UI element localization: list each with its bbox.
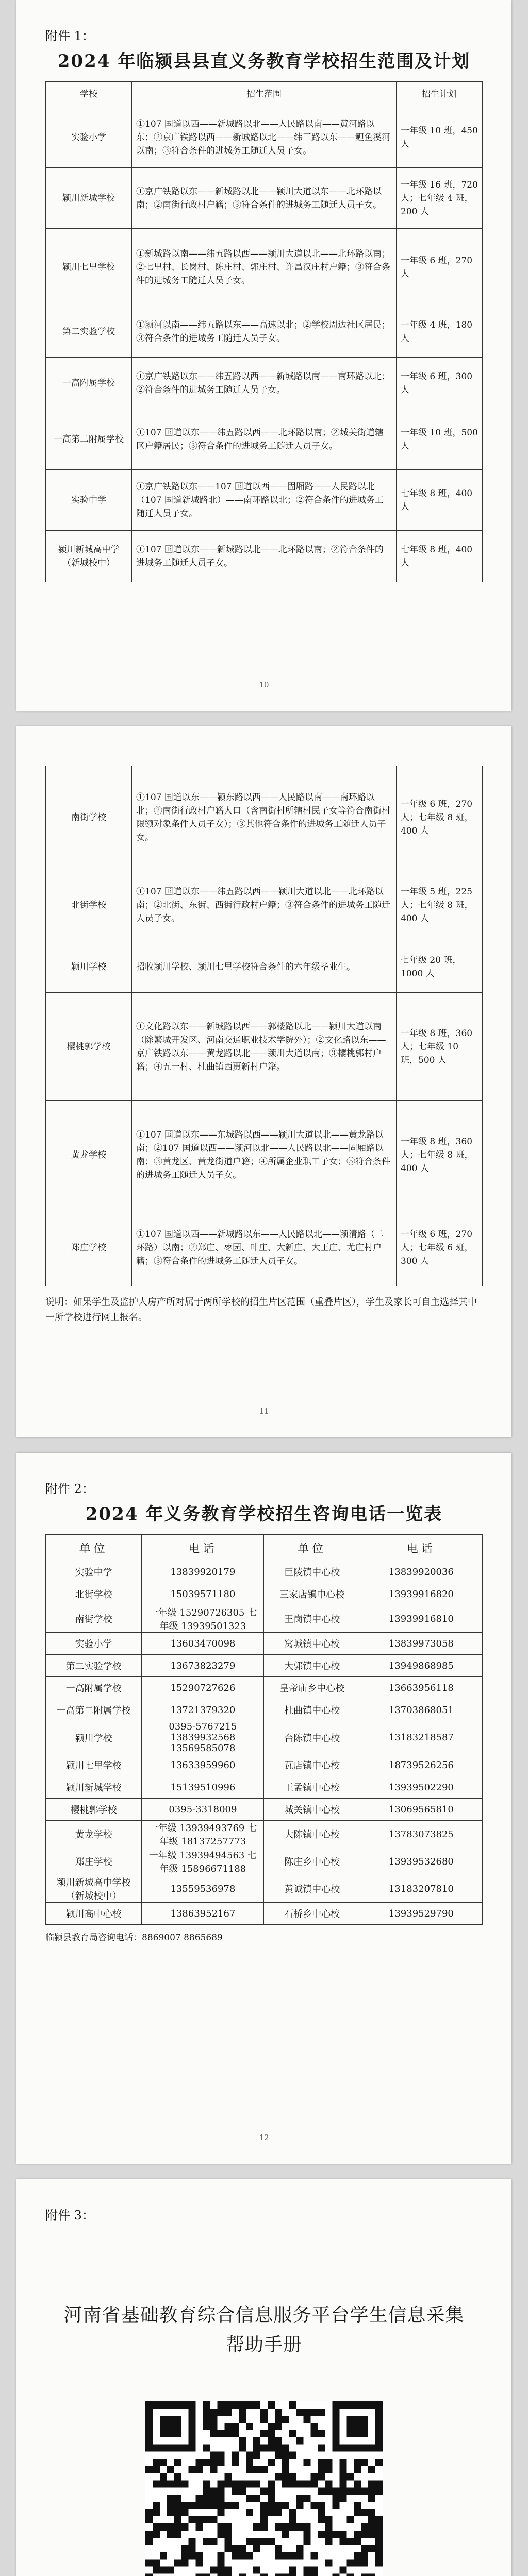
school-name: 实验小学 bbox=[46, 107, 132, 168]
phone-number: 13939502290 bbox=[360, 1776, 482, 1799]
table-row bbox=[46, 1209, 483, 1286]
school-name: 实验中学 bbox=[46, 470, 132, 531]
enrollment-range: ①107 国道以东——新城路以北——北环路以南；②符合条件的进城务工随迁人员子女。 bbox=[132, 531, 397, 582]
table-row bbox=[46, 531, 483, 582]
school-name: 颍川七里学校 bbox=[46, 229, 132, 306]
enrollment-range: ①107 国道以西——新城路以东——人民路以北——颍清路（二环路）以南；②郑庄、枣园、叶庄、大新庄、大王庄、尤庄村户籍；③符合条件的进城务工随迁人员子女。 bbox=[132, 1209, 397, 1286]
phone-number: 一年级 15290726305 七年级 13939501323 bbox=[142, 1605, 264, 1633]
unit-name: 杜曲镇中心校 bbox=[264, 1699, 360, 1721]
unit-name: 一高第二附属学校 bbox=[46, 1699, 142, 1721]
enrollment-plan: 七年级 20 班，1000 人 bbox=[397, 941, 483, 993]
unit-name: 黄龙学校 bbox=[46, 1821, 142, 1848]
enrollment-plan: 一年级 16 班，720 人；七年级 4 班，200 人 bbox=[397, 168, 483, 229]
enrollment-table bbox=[45, 81, 483, 582]
unit-name: 大陈镇中心校 bbox=[264, 1821, 360, 1848]
phone-number: 13703868051 bbox=[360, 1699, 482, 1721]
table-row bbox=[46, 470, 483, 531]
table-row bbox=[46, 1848, 483, 1875]
enrollment-plan: 七年级 8 班，400 人 bbox=[397, 470, 483, 531]
unit-name: 一高附属学校 bbox=[46, 1677, 142, 1699]
unit-name: 颍川七里学校 bbox=[46, 1754, 142, 1776]
annex-label: 附件 3： bbox=[45, 2208, 94, 2223]
table-row bbox=[46, 229, 483, 306]
table-row bbox=[46, 107, 483, 168]
table-row bbox=[46, 1677, 483, 1699]
table-row bbox=[46, 941, 483, 993]
enrollment-plan: 七年级 8 班，400 人 bbox=[397, 531, 483, 582]
bureau-phone: 临颍县教育局咨询电话：8869007 8865689 bbox=[45, 1933, 223, 1943]
table-row bbox=[46, 1776, 483, 1799]
unit-name: 北街学校 bbox=[46, 1583, 142, 1605]
footnote: 说明：如果学生及监护人房产所对属于两所学校的招生片区范围（重叠片区），学生及家长可自主选择其中一所学校进行网上报名。 bbox=[45, 1297, 477, 1323]
phone-number: 13559536978 bbox=[142, 1875, 264, 1903]
enrollment-range: ①107 国道以东——纬五路以西——颍川大道以北——北环路以南；②北街、东街、西街行政村户籍；③符合条件的进城务工随迁人员子女。 bbox=[132, 869, 397, 941]
phone-number: 13663956118 bbox=[360, 1677, 482, 1699]
phone-table-body bbox=[46, 1561, 483, 1925]
column-header-phone: 电话 bbox=[142, 1535, 264, 1561]
unit-name: 巨陵镇中心校 bbox=[264, 1561, 360, 1583]
enrollment-plan: 一年级 6 班，300 人 bbox=[397, 358, 483, 409]
enrollment-plan: 一年级 4 班，180 人 bbox=[397, 306, 483, 358]
school-name: 北街学校 bbox=[46, 869, 132, 941]
phone-number: 18739526256 bbox=[360, 1754, 482, 1776]
table-row bbox=[46, 869, 483, 941]
phone-number: 0395-5767215 13839932568 13569585078 bbox=[142, 1721, 264, 1754]
school-name: 樱桃郭学校 bbox=[46, 993, 132, 1101]
enrollment-range: 招收颍川学校、颍川七里学校符合条件的六年级毕业生。 bbox=[132, 941, 397, 993]
phone-number: 13939532680 bbox=[360, 1848, 482, 1875]
unit-name: 颍川新城高中学校（新城校中） bbox=[46, 1875, 142, 1903]
phone-number: 13633959960 bbox=[142, 1754, 264, 1776]
enrollment-plan: 一年级 5 班，225 人；七年级 8 班，400 人 bbox=[397, 869, 483, 941]
annex-label: 附件 2： bbox=[45, 1482, 94, 1496]
unit-name: 南街学校 bbox=[46, 1605, 142, 1633]
table-row bbox=[46, 766, 483, 869]
phone-number: 13721379320 bbox=[142, 1699, 264, 1721]
enrollment-table-continued bbox=[45, 766, 483, 1286]
phone-number: 一年级 13939494563 七年级 15896671188 bbox=[142, 1848, 264, 1875]
column-header-phone: 电话 bbox=[360, 1535, 482, 1561]
qr-code-image bbox=[145, 2401, 383, 2576]
column-header-unit: 单位 bbox=[46, 1535, 142, 1561]
phone-number: 13939529790 bbox=[360, 1903, 482, 1925]
unit-name: 颍川新城学校 bbox=[46, 1776, 142, 1799]
qr-code[interactable] bbox=[145, 2401, 383, 2576]
unit-name: 实验小学 bbox=[46, 1633, 142, 1655]
school-name: 第二实验学校 bbox=[46, 306, 132, 358]
phone-number: 15139510996 bbox=[142, 1776, 264, 1799]
annex-label: 附件 1： bbox=[45, 29, 94, 43]
table-row bbox=[46, 1583, 483, 1605]
table-row bbox=[46, 1799, 483, 1821]
column-header-plan: 招生计划 bbox=[397, 82, 483, 107]
unit-name: 陈庄乡中心校 bbox=[264, 1848, 360, 1875]
unit-name: 大郭镇中心校 bbox=[264, 1655, 360, 1677]
phone-number: 13949868985 bbox=[360, 1655, 482, 1677]
unit-name: 王孟镇中心校 bbox=[264, 1776, 360, 1799]
enrollment-range: ①107 国道以东——纬五路以西——北环路以南；②城关街道辖区户籍居民；③符合条件的进城务工随迁人员子女。 bbox=[132, 409, 397, 470]
school-name: 一高附属学校 bbox=[46, 358, 132, 409]
phone-number: 13603470098 bbox=[142, 1633, 264, 1655]
table-row bbox=[46, 1875, 483, 1903]
page-number: 12 bbox=[259, 2133, 269, 2142]
column-header-unit: 单位 bbox=[264, 1535, 360, 1561]
school-name: 一高第二附属学校 bbox=[46, 409, 132, 470]
table-row bbox=[46, 1561, 483, 1583]
phone-table bbox=[45, 1534, 483, 1925]
unit-name: 颍川学校 bbox=[46, 1721, 142, 1754]
document-page-1 bbox=[16, 0, 512, 711]
enrollment-range: ①107 国道以西——新城路以北——人民路以南——黄河路以东；②京广铁路以西——新城路以北——纬三路以东——鲤鱼溪河以南；③符合条件的进城务工随迁人员子女。 bbox=[132, 107, 397, 168]
table-row bbox=[46, 409, 483, 470]
document-page-3 bbox=[16, 1453, 512, 2164]
enrollment-plan: 一年级 8 班，360 人；七年级 10 班，500 人 bbox=[397, 993, 483, 1101]
unit-name: 瓦店镇中心校 bbox=[264, 1754, 360, 1776]
table-row bbox=[46, 1754, 483, 1776]
unit-name: 第二实验学校 bbox=[46, 1655, 142, 1677]
unit-name: 三家店镇中心校 bbox=[264, 1583, 360, 1605]
unit-name: 樱桃郭学校 bbox=[46, 1799, 142, 1821]
school-name: 颍川新城高中学（新城校中） bbox=[46, 531, 132, 582]
phone-number: 13863952167 bbox=[142, 1903, 264, 1925]
table-row bbox=[46, 1821, 483, 1848]
table-row bbox=[46, 168, 483, 229]
enrollment-plan: 一年级 6 班，270 人；七年级 6 班，300 人 bbox=[397, 1209, 483, 1286]
enrollment-range: ①颍河以南——纬五路以东——高速以北；②学校周边社区居民；③符合条件的进城务工随迁人员子女。 bbox=[132, 306, 397, 358]
page-title: 2024 年义务教育学校招生咨询电话一览表 bbox=[85, 1504, 443, 1524]
table-row bbox=[46, 1633, 483, 1655]
enrollment-plan: 一年级 6 班，270 人 bbox=[397, 229, 483, 306]
guide-title-line: 帮助手册 bbox=[225, 2334, 302, 2355]
table-header-row bbox=[46, 1535, 483, 1561]
column-header-school: 学校 bbox=[46, 82, 132, 107]
document-page-4 bbox=[16, 2179, 512, 2576]
enrollment-plan: 一年级 8 班，360 人；七年级 8 班，400 人 bbox=[397, 1101, 483, 1209]
guide-title-line: 河南省基础教育综合信息服务平台学生信息采集 bbox=[63, 2304, 465, 2326]
table-row bbox=[46, 1605, 483, 1633]
table-row bbox=[46, 1655, 483, 1677]
column-header-range: 招生范围 bbox=[132, 82, 397, 107]
enrollment-plan: 一年级 10 班，500 人 bbox=[397, 409, 483, 470]
page-number: 10 bbox=[259, 680, 269, 689]
phone-number: 13183218587 bbox=[360, 1721, 482, 1754]
enrollment-plan: 一年级 6 班，270 人；七年级 8 班，400 人 bbox=[397, 766, 483, 869]
table-row bbox=[46, 306, 483, 358]
phone-number: 15290727626 bbox=[142, 1677, 264, 1699]
table-row bbox=[46, 358, 483, 409]
table-row bbox=[46, 1699, 483, 1721]
page-number: 11 bbox=[259, 1406, 269, 1416]
unit-name: 郑庄学校 bbox=[46, 1848, 142, 1875]
enrollment-range: ①京广铁路以东——新城路以北——颍川大道以东——北环路以南；②南街行政村户籍；③符合条件的进城务工随迁人员子女。 bbox=[132, 168, 397, 229]
enrollment-range: ①新城路以南——纬五路以西——颍川大道以北——北环路以南；②七里村、长岗村、陈庄村、郭庄村、许昌汉庄村户籍；③符合条件的进城务工随迁人员子女。 bbox=[132, 229, 397, 306]
table-header-row bbox=[46, 82, 483, 107]
phone-number: 13183207810 bbox=[360, 1875, 482, 1903]
guide-title bbox=[45, 2300, 483, 2360]
unit-name: 颍川高中心校 bbox=[46, 1903, 142, 1925]
page-title: 2024 年临颍县县直义务教育学校招生范围及计划 bbox=[57, 51, 471, 72]
phone-number: 13939916820 bbox=[360, 1583, 482, 1605]
phone-number: 13839920179 bbox=[142, 1561, 264, 1583]
school-name: 南街学校 bbox=[46, 766, 132, 869]
unit-name: 王岗镇中心校 bbox=[264, 1605, 360, 1633]
unit-name: 黄诚镇中心校 bbox=[264, 1875, 360, 1903]
table-row bbox=[46, 993, 483, 1101]
table-row bbox=[46, 1101, 483, 1209]
school-name: 黄龙学校 bbox=[46, 1101, 132, 1209]
unit-name: 皇帝庙乡中心校 bbox=[264, 1677, 360, 1699]
unit-name: 实验中学 bbox=[46, 1561, 142, 1583]
document-page-2 bbox=[16, 726, 512, 1437]
unit-name: 石桥乡中心校 bbox=[264, 1903, 360, 1925]
school-name: 颍川新城学校 bbox=[46, 168, 132, 229]
phone-number: 0395-3318009 bbox=[142, 1799, 264, 1821]
school-name: 颍川学校 bbox=[46, 941, 132, 993]
phone-number: 13839920036 bbox=[360, 1561, 482, 1583]
phone-number: 一年级 13939493769 七年级 18137257773 bbox=[142, 1821, 264, 1848]
unit-name: 窝城镇中心校 bbox=[264, 1633, 360, 1655]
phone-number: 13069565810 bbox=[360, 1799, 482, 1821]
phone-number: 13673823279 bbox=[142, 1655, 264, 1677]
enrollment-range: ①107 国道以东——东城路以西——颍川大道以北——黄龙路以南；②107 国道以西——颍河以北——人民路以北——固厢路以南；③黄龙区、黄龙街道户籍；④所属企业职工子女；⑤符合条件的进城务工随迁人员子女。 bbox=[132, 1101, 397, 1209]
unit-name: 台陈镇中心校 bbox=[264, 1721, 360, 1754]
phone-number: 13939916810 bbox=[360, 1605, 482, 1633]
enrollment-range: ①文化路以东——新城路以西——郭楼路以北——颍川大道以南（除繁城开发区、河南交通职业技术学院外）；②文化路以东——京广铁路以东——黄龙路以北——颍川大道以南；③樱桃郭村户籍；④五一村、杜曲镇西贾新村户籍。 bbox=[132, 993, 397, 1101]
school-name: 郑庄学校 bbox=[46, 1209, 132, 1286]
enrollment-range: ①京广铁路以东——纬五路以西——新城路以南——南环路以北；②符合条件的进城务工随迁人员子女。 bbox=[132, 358, 397, 409]
phone-number: 15039571180 bbox=[142, 1583, 264, 1605]
unit-name: 城关镇中心校 bbox=[264, 1799, 360, 1821]
phone-number: 13783073825 bbox=[360, 1821, 482, 1848]
table-row bbox=[46, 1721, 483, 1754]
enrollment-range: ①107 国道以东——颍东路以西——人民路以南——南环路以北；②南街行政村户籍人口（含南街村所辖村民子女等符合南街村限额对象条件人员子女）；③其他符合条件的进城务工随迁人员子女。 bbox=[132, 766, 397, 869]
enrollment-plan: 一年级 10 班，450 人 bbox=[397, 107, 483, 168]
enrollment-range: ①京广铁路以东——107 国道以西——固厢路——人民路以北（107 国道新城路北）——南环路以北；②符合条件的进城务工随迁人员子女。 bbox=[132, 470, 397, 531]
table-row bbox=[46, 1903, 483, 1925]
phone-number: 13839973058 bbox=[360, 1633, 482, 1655]
